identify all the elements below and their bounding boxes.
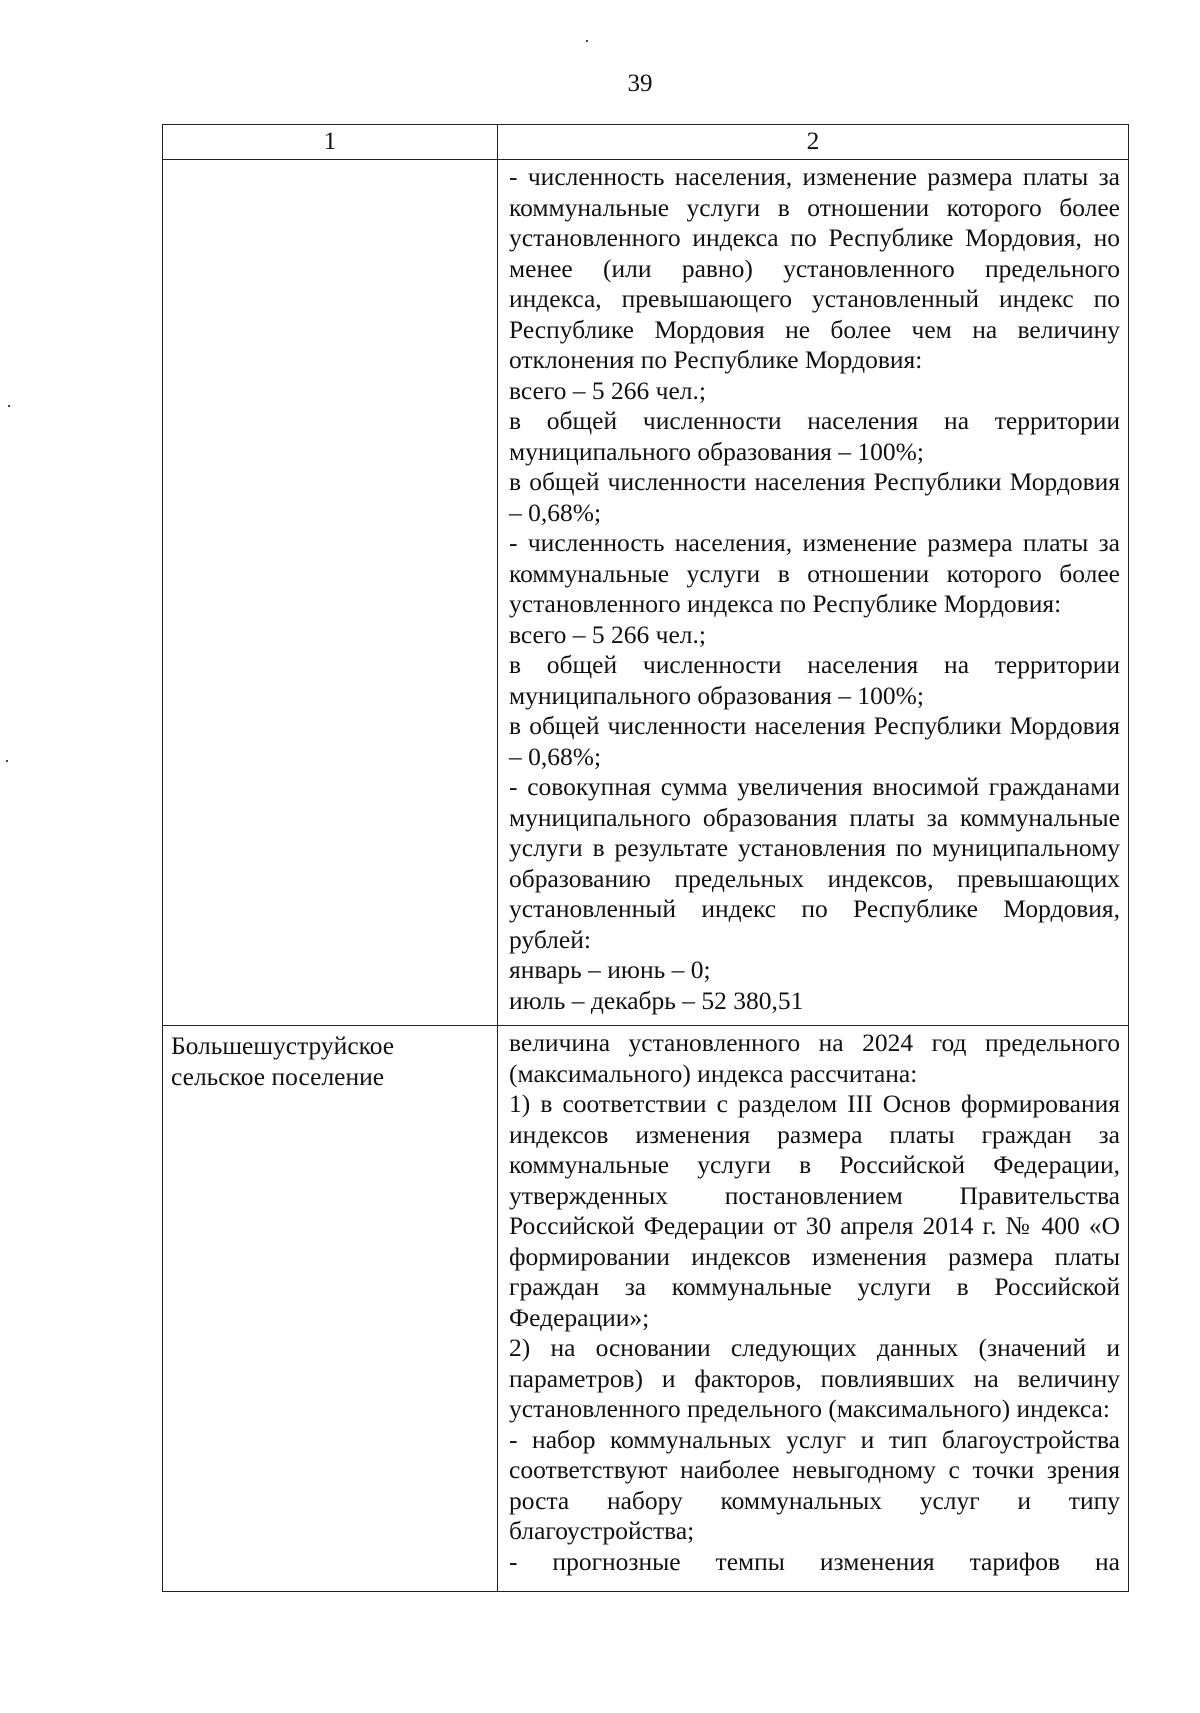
municipality-cell [163,160,498,1026]
paragraph: - совокупная сумма увеличения вносимой гражданами муниципального образования платы за коммунальные услуги в результате установления по муниципальному образованию предельных индексов, превышающих установленный индекс по Республике Мордовия, рублей: [509,772,1120,954]
paragraph: 2) на основании следующих данных (значений и параметров) и факторов, повлиявших на величину установленного предельного (максимального) индекса: [509,1333,1120,1423]
description-cell [498,160,1129,1026]
paragraph: - численность населения, изменение размера платы за коммунальные услуги в отношении которого более установленного индекса по Республике Мордовия, но менее (или равно) установленного предельного индекса, превышающего установленный индекс по Республике Мордовия не более чем на величину отклонения по Республике Мордовия: [509,162,1120,374]
paragraph: в общей численности населения Республики Мордовия – 0,68%; [509,711,1120,771]
paragraph: всего – 5 266 чел.; [509,619,706,649]
paragraph: - набор коммунальных услуг и тип благоустройства соответствуют наиболее невыгодному с точки зрения роста набору коммунальных услуг и типу благоустройства; [509,1424,1120,1545]
page-number: 39 [627,70,653,97]
scan-speck [8,405,10,407]
table-header-col-2: 2 [498,125,1129,160]
paragraph: всего – 5 266 чел.; [509,375,706,405]
paragraph: величина установленного на 2024 год предельного (максимального) индекса рассчитана: [509,1028,1120,1088]
municipality-name-line: сельское поселение [171,1061,385,1091]
municipality-name-line: Большешуструйское [171,1031,395,1060]
description-cell [498,1026,1129,1592]
paragraph: июль – декабрь – 52 380,51 [509,985,804,1015]
data-table [162,124,1129,1592]
paragraph: - численность населения, изменение размера платы за коммунальные услуги в отношении которого более установленного индекса по Республике Мордовия: [509,528,1120,618]
paragraph: январь – июнь – 0; [509,955,711,984]
paragraph: в общей численности населения на территории муниципального образования – 100%; [509,650,1120,710]
scan-speck [586,40,588,42]
table-row [163,1026,1129,1592]
paragraph: в общей численности населения Республики Мордовия – 0,68%; [509,467,1120,527]
table-header-row [163,125,1129,160]
table-header-col-1: 1 [163,125,498,160]
paragraph: в общей численности населения на территории муниципального образования – 100%; [509,406,1120,466]
scan-speck [6,760,8,762]
paragraph-fragment: - прогнозные темпы изменения тарифов на [509,1546,1120,1576]
paragraph: 1) в соответствии с разделом III Основ формирования индексов изменения размера платы граждан за коммунальные услуги в Российской Федерации, утвержденных постановлением Правительства Российской Федерации от 30 апреля 2014 г. № 400 «О формировании индексов изменения размера платы граждан за коммунальные услуги в Российской Федерации»; [509,1089,1120,1332]
municipality-cell [163,1026,498,1592]
table-row [163,160,1129,1026]
